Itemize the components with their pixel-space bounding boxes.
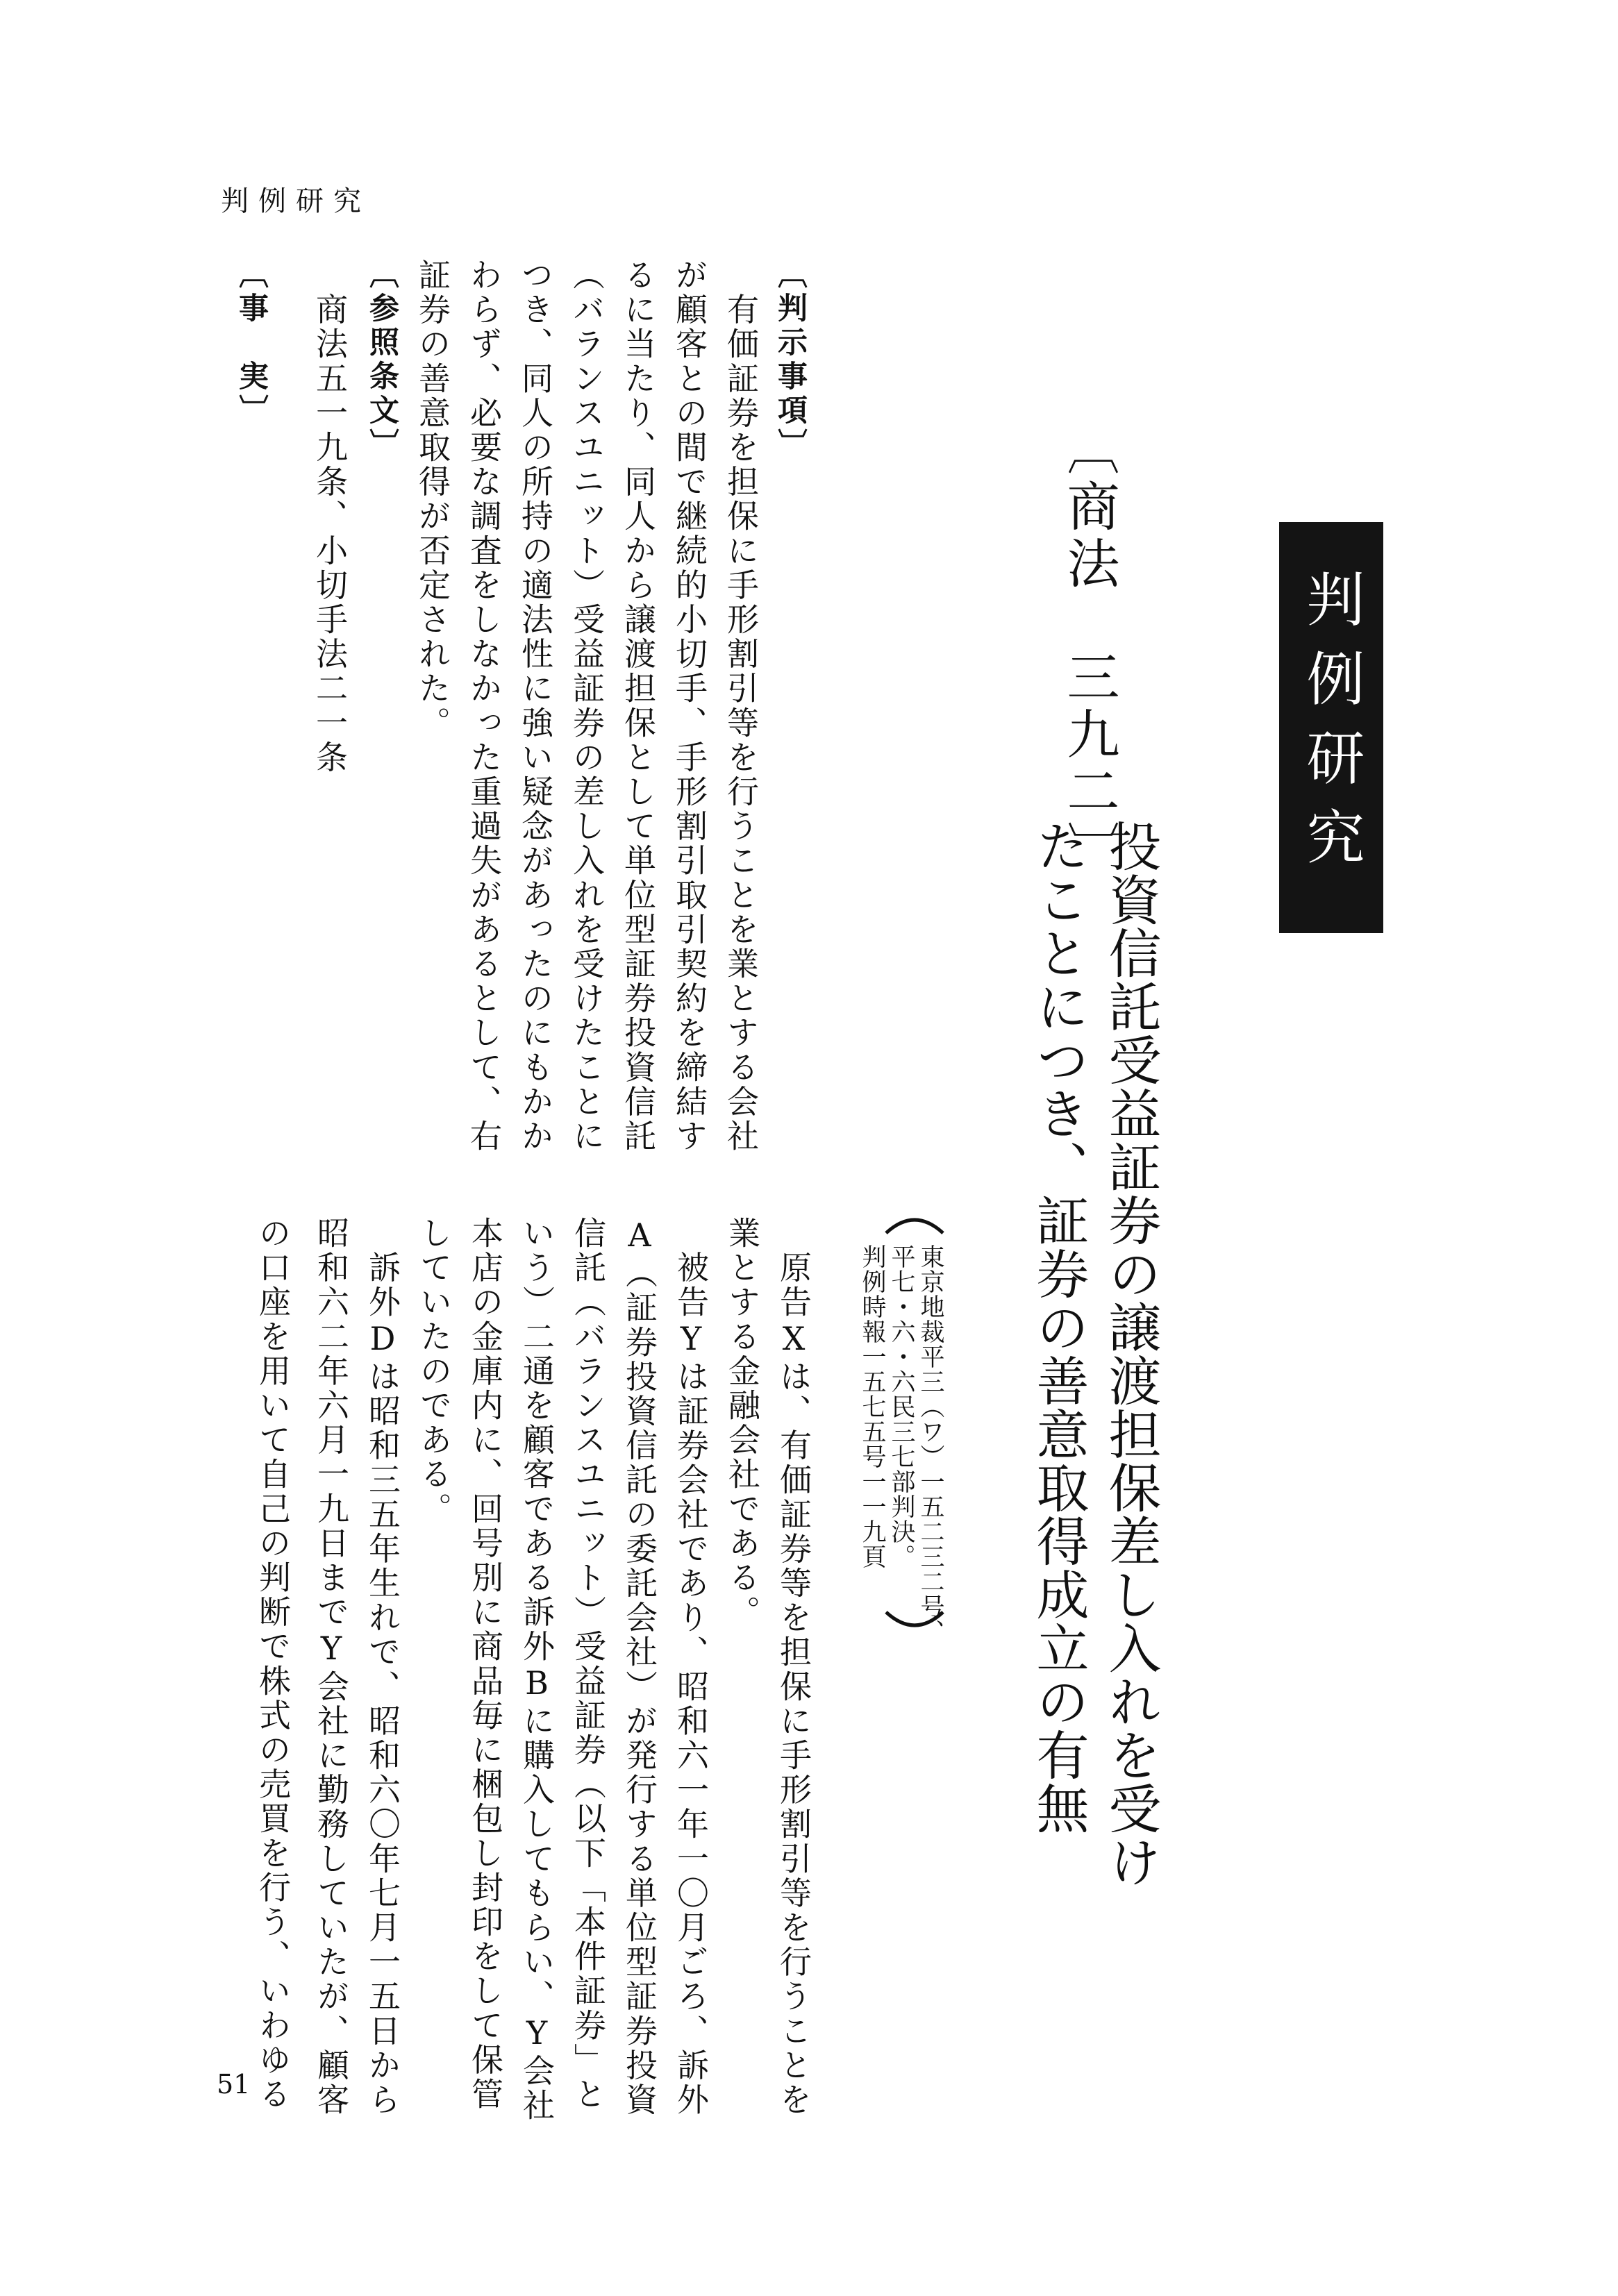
facts-line: A（証券投資信託の委託会社）が発行する単位型証券投資: [621, 1216, 658, 2118]
facts-line: 昭和六二年六月一九日までY会社に勤務していたが、顧客: [312, 1216, 350, 2118]
case-title-line-1: 投資信託受益証券の譲渡担保差し入れを受け: [1100, 819, 1162, 1888]
page-number: 51: [217, 2069, 251, 2100]
case-number: 〔商法 三九二〕: [1058, 422, 1120, 878]
holding-line: つき、同人の所持の適法性に強い疑念があったのにもかか: [517, 258, 554, 1154]
holding-heading: 〔判示事項〕: [773, 258, 808, 462]
holding-line: （バランスユニット）受益証券の差し入れを受けたことに: [568, 258, 606, 1154]
holding-line: 証券の善意取得が否定された。: [414, 258, 451, 741]
section-badge: [1279, 522, 1383, 933]
statutes-line: 商法五一九条、小切手法二一条: [311, 258, 349, 775]
facts-line: の口座を用いて自己の判断で株式の売買を行う、いわゆる: [254, 1216, 292, 2112]
citation-line-1: 東京地裁平三（ワ）一五二三二号、: [917, 1244, 944, 1644]
holding-line: 有価証券を担保に手形割引等を行うことを業とする会社: [722, 258, 760, 1154]
facts-line: 本店の金庫内に、回号別に商品毎に梱包し封印をして保管: [467, 1216, 504, 2112]
section-badge-label: 判例研究: [1297, 569, 1365, 886]
facts-line: 業とする金融会社である。: [724, 1216, 761, 1630]
statutes-heading: 〔参照条文〕: [365, 258, 399, 462]
facts-line: していたのである。: [415, 1216, 453, 1527]
facts-line: 被告Yは証券会社であり、昭和六一年一〇月ごろ、訴外: [672, 1216, 710, 2118]
citation-line-2: 平七・六・六民三七部判決。: [887, 1244, 915, 1569]
holding-line: が顧客との間で継続的小切手、手形割引取引契約を締結す: [671, 258, 708, 1154]
citation-close-bracket: [883, 1611, 946, 1636]
case-title-line-2: たことにつき、証券の善意取得成立の有無: [1028, 819, 1090, 1835]
citation-line-3: 判例時報一五七五号一一九頁: [858, 1244, 886, 1569]
holding-line: るに当たり、同人から譲渡担保として単位型証券投資信託: [619, 258, 657, 1154]
holding-line: わらず、必要な調査をしなかった重過失があるとして、右: [465, 258, 503, 1154]
facts-heading: 〔事 実〕: [234, 258, 269, 428]
facts-line: 訴外Dは昭和三五年生れで、昭和六〇年七月一五日から: [364, 1216, 401, 2118]
facts-line: いう）二通を顧客である訴外Bに購入してもらい、Y会社: [518, 1216, 556, 2123]
facts-line: 原告Xは、有価証券等を担保に手形割引等を行うことを: [775, 1216, 812, 2118]
facts-line: 信託（バランスユニット）受益証券（以下「本件証券」と: [569, 1216, 607, 2112]
citation-open-bracket: [883, 1209, 946, 1234]
running-header: 判例研究: [221, 185, 371, 217]
